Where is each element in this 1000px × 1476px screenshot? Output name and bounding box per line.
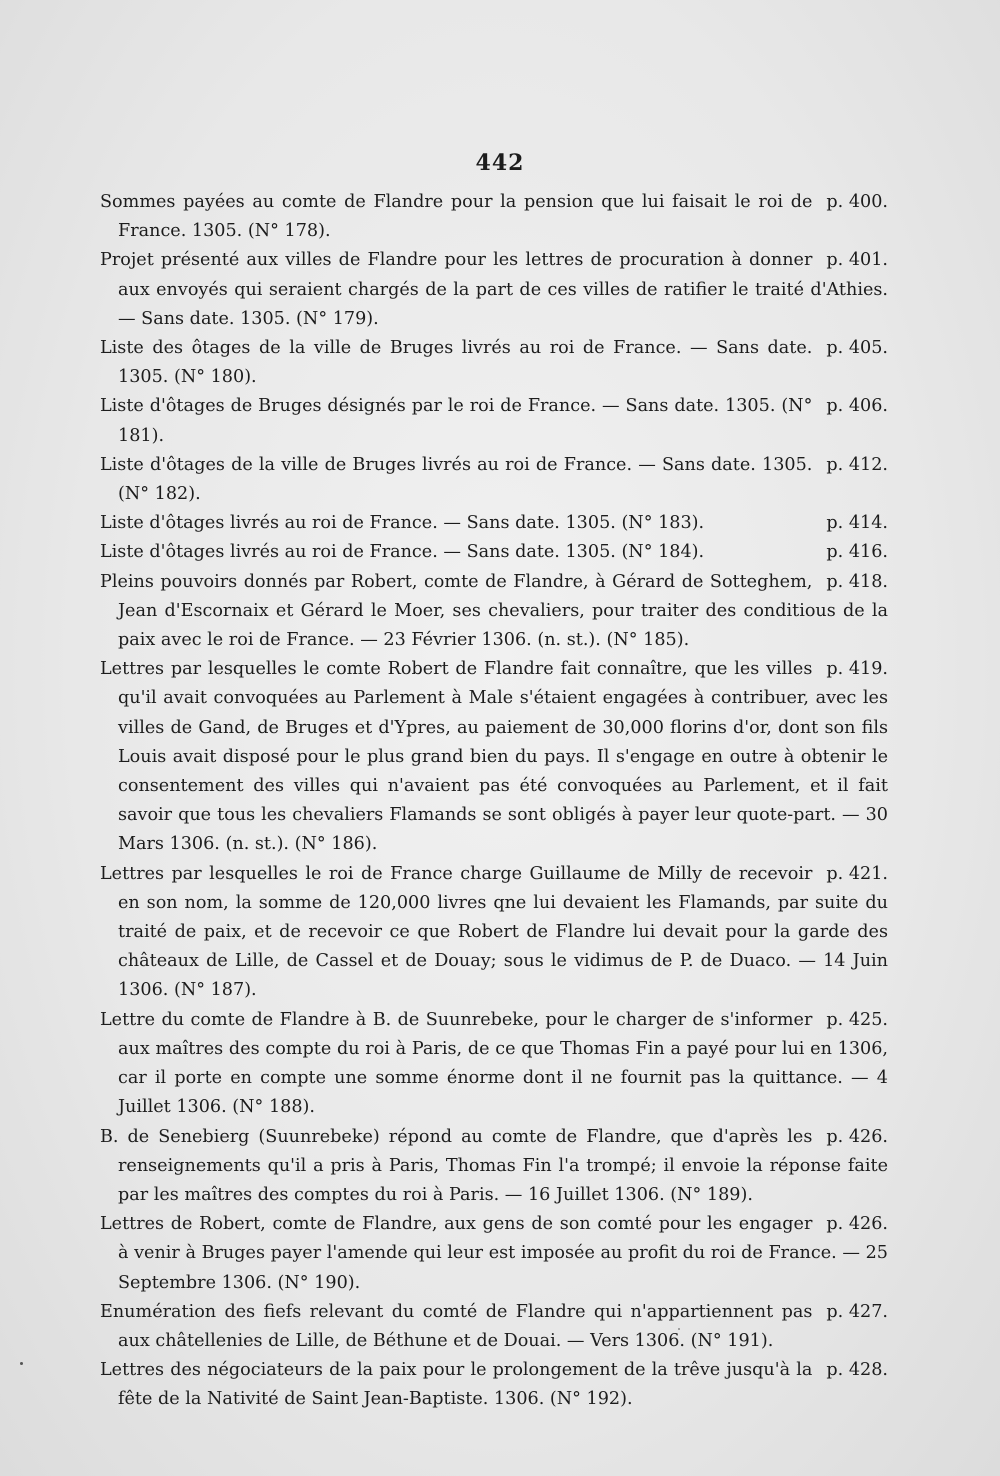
page-reference: p. 405. xyxy=(826,338,888,359)
list-item xyxy=(100,246,888,334)
entry-text: Sommes payées au comte de Flandre pour la pension que lui faisait le roi de France. 1305. (N° 178). xyxy=(100,192,813,242)
entry-text: Liste des ôtages de la ville de Bruges livrés au roi de France. — Sans date. 1305. (N° 180). xyxy=(100,338,813,388)
page-reference: p. 421. xyxy=(826,863,888,884)
list-item xyxy=(100,1356,888,1414)
page-reference: p. 426. xyxy=(826,1214,888,1235)
entry-text: Liste d'ôtages de la ville de Bruges livrés au roi de France. — Sans date. 1305. (N° 182). xyxy=(100,454,813,505)
page-reference: p. 414. xyxy=(826,513,888,534)
list-item xyxy=(100,860,888,1006)
page-reference: p. 406. xyxy=(826,396,888,417)
page-reference: p. 416. xyxy=(826,542,888,563)
entry-list xyxy=(100,188,888,1415)
entry-text: Liste d'ôtages livrés au roi de France. — Sans date. 1305. (N° 183). xyxy=(100,513,705,534)
list-item xyxy=(100,451,888,509)
page-reference: p. 426. xyxy=(826,1126,888,1147)
page-number: 442 xyxy=(475,150,525,176)
page-reference: p. 412. xyxy=(826,454,888,475)
list-item xyxy=(100,1298,888,1356)
entry-text: Projet présenté aux villes de Flandre pour les lettres de procuration à donner aux envoyés qui seraient chargés de la part de ces villes de ratifier le traité d'Athies. — Sans date. 1305. (N° 179). xyxy=(100,250,888,329)
entry-text: B. de Senebierg (Suunrebeke) répond au comte de Flandre, que d'après les renseignements qu'il a pris à Paris, Thomas Fin l'a trompé; il envoie la réponse faite par les maîtres des comptes du roi à Paris. — 16 Juillet 1306. (N° 189). xyxy=(100,1126,888,1205)
page-reference: p. 428. xyxy=(826,1360,888,1381)
entry-text: Lettres par lesquelles le roi de France charge Guillaume de Milly de recevoir en son nom, la somme de 120,000 livres qne lui devaient les Flamands, par suite du traité de paix, et de recevoir ce que Robert de Flandre lui devait pour la garde des châteaux de Lille, de Cassel et de Douay; sous le vidimus de P. de Duaco. — 14 Juin 1306. (N° 187). xyxy=(100,863,888,1001)
entry-text: Lettres par lesquelles le comte Robert de Flandre fait connaître, que les villes qu'il avait convoquées au Parlement à Male s'étaient engagées à contribuer, avec les villes de Gand, de Bruges et d'Ypres, au paiement de 30,000 florins d'or, dont son fils Louis avait disposé pour le plus grand bien du pays. Il s'engage en outre à obtenir le consentement des villes qui n'avaient pas été convoquées au Parlement, et il fait savoir que tous les chevaliers Flamands se sont obligés à payer leur quote-part. — 30 Mars 1306. (n. st.). (N° 186). xyxy=(100,659,888,855)
entry-text: Lettre du comte de Flandre à B. de Suunrebeke, pour le charger de s'informer aux maîtres des compte du roi à Paris, de ce que Thomas Fin a payé pour lui en 1306, car il porte en compte une somme énorme dont il ne fournit pas la quittance. — 4 Juillet 1306. (N° 188). xyxy=(100,1009,888,1118)
list-item xyxy=(100,509,888,538)
list-item xyxy=(100,655,888,859)
list-item xyxy=(100,1123,888,1211)
list-item xyxy=(100,392,888,450)
page-reference: p. 425. xyxy=(826,1009,888,1030)
page-reference: p. 427. xyxy=(826,1301,888,1322)
entry-text: Pleins pouvoirs donnés par Robert, comte de Flandre, à Gérard de Sotteghem, Jean d'Escornaix et Gérard le Moer, ses chevaliers, pour traiter des conditious de la paix avec le roi de France. — 23 Février 1306. (n. st.). (N° 185). xyxy=(100,571,888,651)
list-item xyxy=(100,1006,888,1123)
entry-text: Lettres de Robert, comte de Flandre, aux gens de son comté pour les engager à venir à Bruges payer l'amende qui leur est imposée au profit du roi de France. — 25 Septembre 1306. (N° 190). xyxy=(100,1214,888,1293)
paper-speck xyxy=(20,1362,23,1365)
list-item xyxy=(100,1210,888,1298)
list-item xyxy=(100,188,888,246)
list-item xyxy=(100,538,888,567)
entry-text: Enumération des fiefs relevant du comté de Flandre qui n'appartiennent pas aux châtellenies de Lille, de Béthune et de Douai. — Vers 1306. (N° 191). xyxy=(100,1301,813,1351)
paper-speck xyxy=(678,1328,680,1330)
list-item xyxy=(100,334,888,392)
page-reference: p. 419. xyxy=(826,659,888,680)
page-reference: p. 418. xyxy=(826,571,888,592)
page-reference: p. 400. xyxy=(826,192,888,212)
list-item xyxy=(100,568,888,656)
entry-text: Lettres des négociateurs de la paix pour le prolongement de la trêve jusqu'à la fête de la Nativité de Saint Jean-Baptiste. 1306. (N° 192). xyxy=(100,1360,813,1410)
entry-text: Liste d'ôtages livrés au roi de France. — Sans date. 1305. (N° 184). xyxy=(100,542,705,563)
page-reference: p. 401. xyxy=(826,250,888,271)
entry-text: Liste d'ôtages de Bruges désignés par le roi de France. — Sans date. 1305. (N° 181). xyxy=(100,396,813,446)
